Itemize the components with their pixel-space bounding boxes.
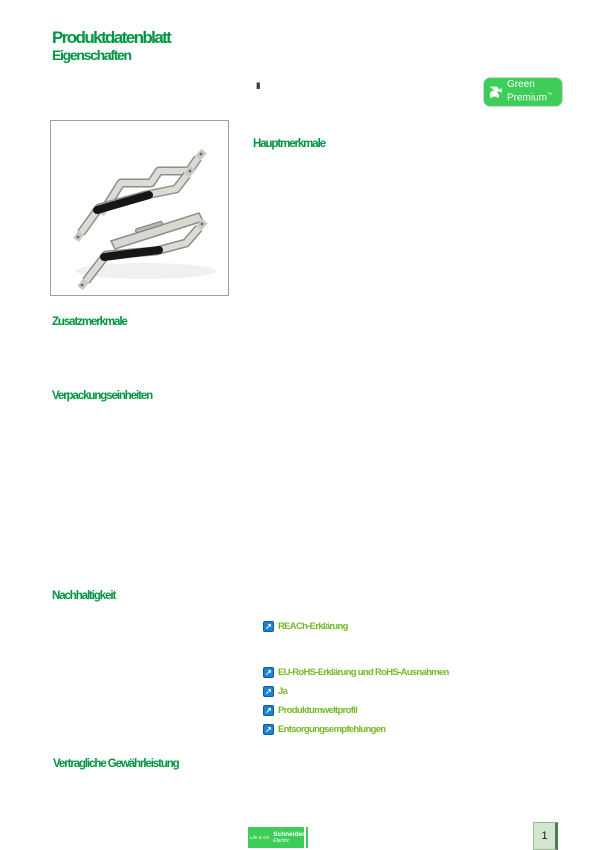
product-photo-frame bbox=[50, 120, 229, 296]
external-link-icon: ↗ bbox=[263, 667, 274, 678]
heading-sustainability: Nachhaltigkeit bbox=[52, 590, 116, 602]
green-premium-badge bbox=[484, 78, 562, 106]
heading-packing-units: Verpackungseinheiten bbox=[52, 390, 153, 402]
footer-accent-bar bbox=[306, 827, 308, 848]
external-link-icon: ↗ bbox=[263, 705, 274, 716]
sustainability-link-yes[interactable] bbox=[263, 686, 287, 697]
brand-name: Schneider Electric bbox=[273, 830, 305, 844]
green-premium-label: Green Premium™ bbox=[507, 78, 553, 104]
sustainability-link-label: EU-RoHS-Erklärung und RoHS-Ausnahmen bbox=[278, 667, 449, 678]
leaf-icon bbox=[487, 83, 505, 101]
heading-supplementary-characteristics: Zusatzmerkmale bbox=[52, 316, 127, 328]
life-is-on-label: Life Is On bbox=[250, 835, 270, 840]
sustainability-link-reach[interactable] bbox=[263, 621, 348, 632]
sustainability-link-environmental-profile[interactable] bbox=[263, 705, 357, 716]
document-title: Produktdatenblatt bbox=[52, 28, 171, 47]
busbar-set-photo bbox=[51, 121, 228, 295]
sustainability-link-end-of-life[interactable] bbox=[263, 724, 385, 735]
heading-contractual-warranty: Vertragliche Gewährleistung bbox=[53, 758, 179, 770]
document-subtitle: Eigenschaften bbox=[52, 47, 131, 63]
collapsed-reference-text: III bbox=[256, 81, 260, 91]
sustainability-link-rohs[interactable] bbox=[263, 667, 449, 678]
schneider-electric-logo bbox=[248, 827, 304, 848]
heading-main-characteristics: Hauptmerkmale bbox=[253, 138, 325, 150]
sustainability-link-label: Produktumweltprofil bbox=[278, 705, 358, 716]
sustainability-link-label: Ja bbox=[278, 686, 288, 697]
sustainability-link-label: REACh-Erklärung bbox=[278, 621, 348, 632]
sustainability-link-label: Entsorgungsempfehlungen bbox=[278, 724, 386, 735]
page-number: 1 bbox=[533, 822, 558, 850]
external-link-icon: ↗ bbox=[263, 724, 274, 735]
external-link-icon: ↗ bbox=[263, 686, 274, 697]
external-link-icon: ↗ bbox=[263, 621, 274, 632]
